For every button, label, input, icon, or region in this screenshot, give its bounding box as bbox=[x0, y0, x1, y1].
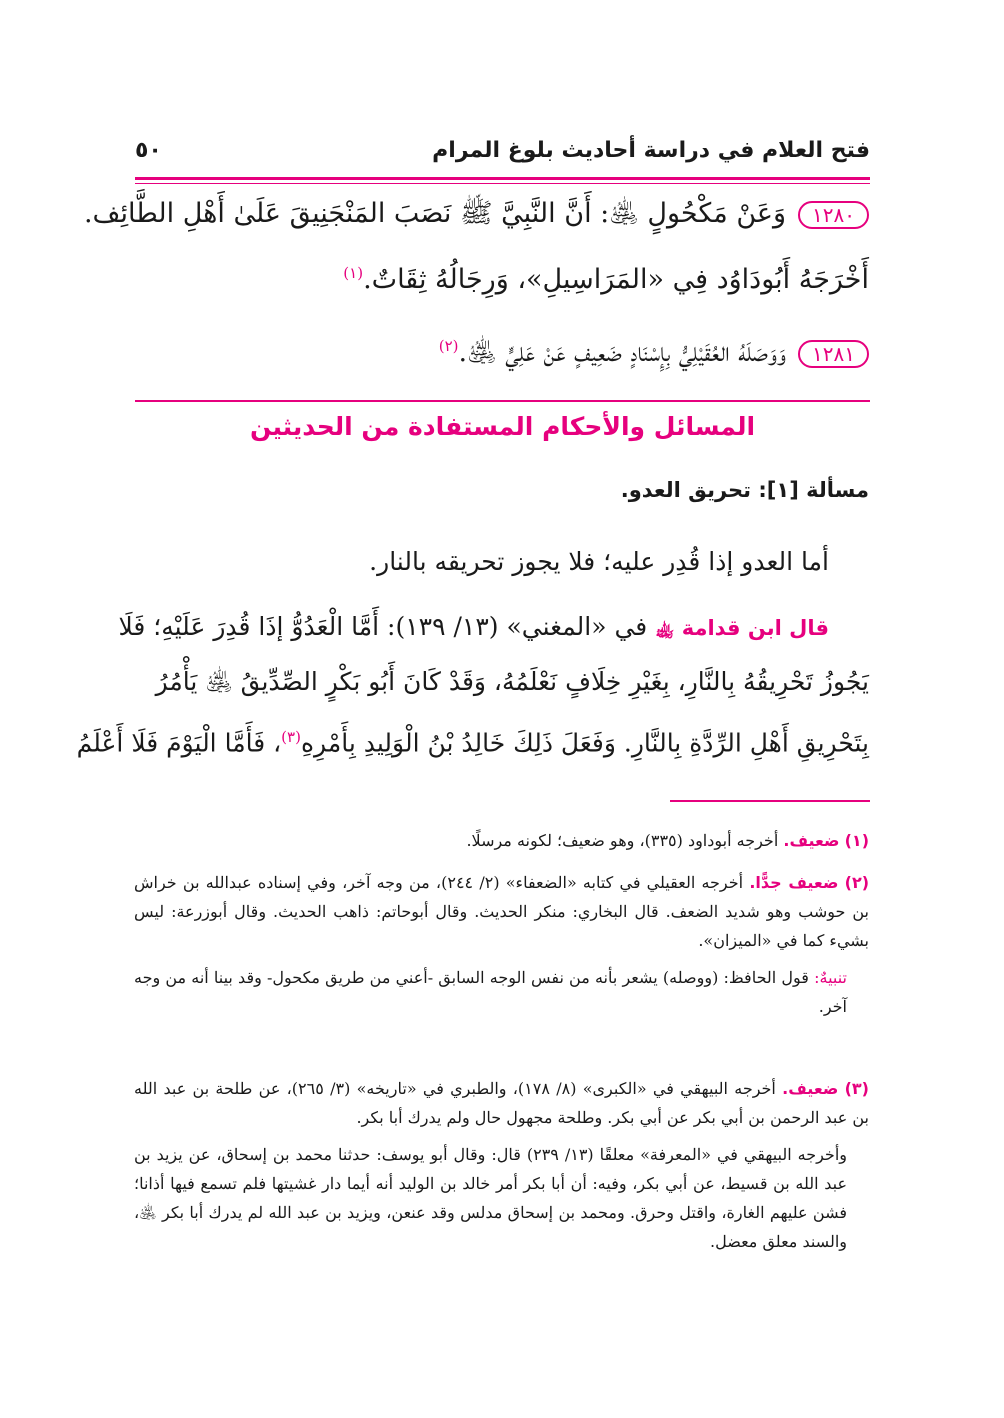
issue-title: تحريق العدو. bbox=[620, 478, 752, 502]
issue-label: مسألة [١]: bbox=[758, 478, 869, 502]
quote-text-end: ، فَأَمَّا الْيَوْمَ فَلَا أَعْلَمُ bbox=[76, 728, 282, 758]
section-rule bbox=[135, 400, 870, 402]
footnote-grade: ضعيف. bbox=[782, 1079, 839, 1098]
hadith-text: وَوَصَلَهُ العُقَيْلِيُّ بِإِسْنَادٍ ضَعِيفٍ عَنْ عَلِيٍّ ﵁. bbox=[458, 337, 787, 368]
quote-text: بِتَحْرِيقِ أَهْلِ الرِّدَّةِ بِالنَّارِ. وَفَعَلَ ذَلِكَ خَالِدُ بْنُ الْوَلِيدِ بِأَمْرِهِ bbox=[300, 728, 869, 758]
header-rule-thick bbox=[135, 177, 870, 180]
note-label: تنبيهٌ: bbox=[814, 968, 847, 987]
quote-line-3 bbox=[76, 715, 869, 765]
footnote-2 bbox=[134, 868, 869, 1021]
footnote-text: أخرجه البيهقي في «الكبرى» (٨/ ١٧٨)، والطبري في «تاريخه» (٣/ ٢٦٥)، عن طلحة بن عبد الله بن عبد الرحمن بن أبي بكر عن أبي بكر. وطلحة مجهول حال ولم يدرك أبا بكر. bbox=[134, 1079, 869, 1127]
page-header bbox=[135, 130, 870, 170]
footnote-grade: ضعيف جدًّا. bbox=[749, 873, 839, 892]
footnote-text: أخرجه أبوداود (٣٣٥)، وهو ضعيف؛ لكونه مرسلًا. bbox=[466, 831, 779, 850]
page-number: ٥٠ bbox=[135, 137, 162, 163]
footnote-grade: ضعيف. bbox=[783, 831, 840, 850]
footnote-rule bbox=[670, 800, 870, 802]
hadith-1280-continuation bbox=[134, 251, 869, 302]
hadith-number-badge: ١٢٨١ bbox=[798, 340, 869, 368]
hadith-1281 bbox=[134, 324, 869, 375]
footnote-ref: (١) bbox=[343, 264, 364, 282]
note-text: قول الحافظ: (ووصله) يشعر بأنه من نفس الوجه السابق -أعني من طريق مكحول- وقد بينا أنه من وجه آخر. bbox=[134, 968, 847, 1016]
header-rule-thin bbox=[135, 183, 870, 184]
quote-speaker: قال ابن قدامة ﵀ bbox=[655, 616, 829, 640]
footnote-number: (٢) bbox=[844, 873, 870, 892]
quote-line-2: يَجُوزُ تَحْرِيقُهُ بِالنَّارِ، بِغَيْرِ خِلَافٍ نَعْلَمُهُ، وَقَدْ كَانَ أَبُو بَكْرٍ الصِّدِّيقُ ﵁ يَأْمُرُ bbox=[155, 667, 869, 696]
footnote-ref: (٣) bbox=[281, 728, 301, 746]
footnote-number: (٣) bbox=[844, 1079, 869, 1098]
section-title: المسائل والأحكام المستفادة من الحديثين bbox=[249, 412, 756, 441]
hadith-number-badge: ١٢٨٠ bbox=[798, 201, 869, 229]
footnote-3 bbox=[134, 1074, 869, 1256]
footnote-1 bbox=[134, 826, 869, 855]
footnote-ref: (٢) bbox=[438, 337, 459, 355]
body-paragraph: أما العدو إذا قُدِر عليه؛ فلا يجوز تحريقه بالنار. bbox=[369, 547, 829, 576]
issue-heading bbox=[621, 478, 869, 502]
quote-line-1 bbox=[94, 605, 869, 650]
footnote-number: (١) bbox=[844, 831, 869, 850]
hadith-text: وَعَنْ مَكْحُولٍ ﵁: أَنَّ النَّبِيَّ ﷺ نَصَبَ المَنْجَنِيقَ عَلَىٰ أَهْلِ الطَّائِف. bbox=[83, 198, 787, 229]
book-title: فتح العلام في دراسة أحاديث بلوغ المرام bbox=[432, 137, 870, 163]
footnote-text: أخرجه العقيلي في كتابه «الضعفاء» (٢/ ٢٤٤)، من وجه آخر، وفي إسناده عبدالله بن خراش بن حوشب وهو شديد الضعف. قال البخاري: منكر الحديث. وقال أبوحاتم: ذاهب الحديث. وقال أبوزرعة: ليس بشيء كما في «الميزان». bbox=[134, 873, 869, 950]
hadith-1280 bbox=[83, 192, 869, 236]
footnote-extra: وأخرجه البيهقي في «المعرفة» معلقًا (١٣/ ٢٣٩) قال: وقال أبو يوسف: حدثنا محمد بن إسحاق، عن يزيد بن عبد الله بن قسيط، عن أبي بكر، وفيه: أن أبا بكر أمر خالد بن الوليد أنه أيما دار غشيتها فلم تسمع فيها أذانا؛ فشن عليهم الغارة، واقتل وحرق. ومحمد بن إسحاق مدلس وقد عنعن، ويزيد بن عبد الله لم يدرك أبا بكر ﵁، والسند معلق معضل. bbox=[134, 1145, 847, 1251]
quote-text: في «المغني» (١٣/ ١٣٩): أَمَّا الْعَدُوُّ إذَا قُدِرَ عَلَيْهِ؛ فَلَا bbox=[118, 612, 648, 641]
hadith-takhrij: أَخْرَجَهُ أَبُودَاوُد فِي «المَرَاسِيلِ»، وَرِجَالُهُ ثِقَاتٌ. bbox=[363, 264, 869, 295]
